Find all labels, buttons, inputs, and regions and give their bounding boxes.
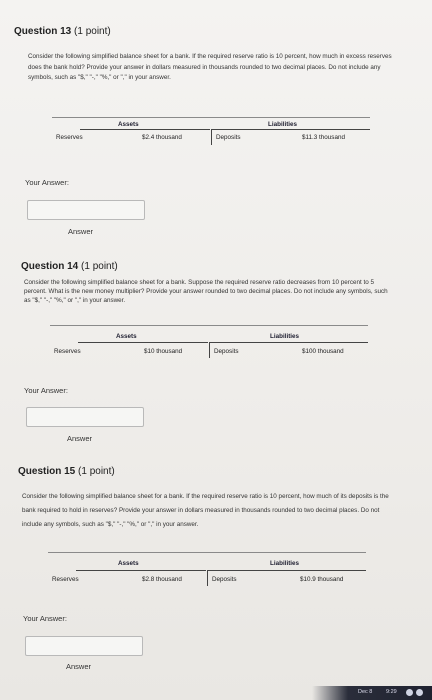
reserves-value: $2.8 thousand xyxy=(142,576,182,583)
reserves-value: $2.4 thousand xyxy=(142,134,182,141)
assets-header: Assets xyxy=(116,333,137,340)
reserves-label: Reserves xyxy=(54,348,81,355)
reserves-value: $10 thousand xyxy=(144,348,183,355)
question-15-answer-label: Your Answer: xyxy=(23,614,67,623)
balance-sheet-top-rule xyxy=(52,117,370,118)
deposits-value: $100 thousand xyxy=(302,348,344,355)
question-15-answer-button[interactable]: Answer xyxy=(66,662,92,671)
question-14-balance-sheet xyxy=(50,325,368,365)
question-15-text: Consider the following simplified balance sheet for a bank. If the required reserve ratio is 10 percent, how much of its deposits is the bank required to hold in reserves? Provide your answer in dollars measured in thousands rounded to two decimal places. Do not include any symbols, such as "$," "-," "%," or "," in your answer. xyxy=(22,493,389,528)
liabilities-rule xyxy=(212,129,370,130)
question-14-answer-button[interactable]: Answer xyxy=(67,434,93,443)
assets-rule xyxy=(80,129,210,130)
question-13-title-text: Question 13 xyxy=(14,26,72,37)
liabilities-rule xyxy=(208,570,366,571)
question-14-answer-input[interactable] xyxy=(26,407,144,427)
question-14-title-text: Question 14 xyxy=(21,261,79,272)
t-account-divider xyxy=(207,570,208,586)
reserves-label: Reserves xyxy=(52,576,79,583)
question-15-title xyxy=(18,466,115,477)
deposits-label: Deposits xyxy=(214,348,239,355)
question-13-answer-button[interactable]: Answer xyxy=(68,227,94,236)
assets-header: Assets xyxy=(118,121,139,128)
balance-sheet-top-rule xyxy=(50,325,368,326)
question-15-points: (1 point) xyxy=(78,466,115,477)
deposits-label: Deposits xyxy=(212,576,237,583)
question-13-points: (1 point) xyxy=(74,26,111,37)
liabilities-header: Liabilities xyxy=(270,560,300,567)
question-15-title-text: Question 15 xyxy=(18,466,76,477)
reserves-label: Reserves xyxy=(56,134,83,141)
liabilities-header: Liabilities xyxy=(270,333,300,340)
assets-rule xyxy=(78,342,208,343)
question-14-points: (1 point) xyxy=(81,261,118,272)
question-13-balance-sheet xyxy=(52,117,370,157)
question-14-text: Consider the following simplified balance sheet for a bank. Suppose the required reserve ratio decreases from 10 percent to 5 percent. What is the new money multiplier? Provide your answer rounded to two decimal places. Do not include any symbols, such as "$," "-," "%," or "," in your answer. xyxy=(24,279,388,304)
battery-icon[interactable] xyxy=(416,689,423,696)
network-icon[interactable] xyxy=(406,689,413,696)
question-13-answer-label: Your Answer: xyxy=(25,178,69,187)
question-13-text: Consider the following simplified balance sheet for a bank. If the required reserve ratio is 10 percent, how much in excess reserves does the bank hold? Provide your answer in dollars measured in thousands rounded to two decimal places. Do not include any symbols, such as "$," "-," "%," or "," in your answer. xyxy=(28,53,392,81)
taskbar-date: Dec 8 xyxy=(358,689,373,695)
taskbar xyxy=(312,686,432,700)
question-13-title xyxy=(14,26,111,37)
deposits-value: $11.3 thousand xyxy=(302,134,345,141)
t-account-divider xyxy=(209,342,210,358)
liabilities-rule xyxy=(210,342,368,343)
assets-rule xyxy=(76,570,206,571)
question-13-answer-input[interactable] xyxy=(27,200,145,220)
balance-sheet-top-rule xyxy=(48,552,366,553)
deposits-value: $10.9 thousand xyxy=(300,576,344,583)
question-14-title xyxy=(21,261,118,272)
t-account-divider xyxy=(211,129,212,145)
liabilities-header: Liabilities xyxy=(268,121,298,128)
assets-header: Assets xyxy=(118,560,139,567)
taskbar-time: 9:29 xyxy=(386,689,397,695)
deposits-label: Deposits xyxy=(216,134,241,141)
question-15-answer-input[interactable] xyxy=(25,636,143,656)
question-15-balance-sheet xyxy=(48,552,366,592)
question-14-answer-label: Your Answer: xyxy=(24,386,68,395)
